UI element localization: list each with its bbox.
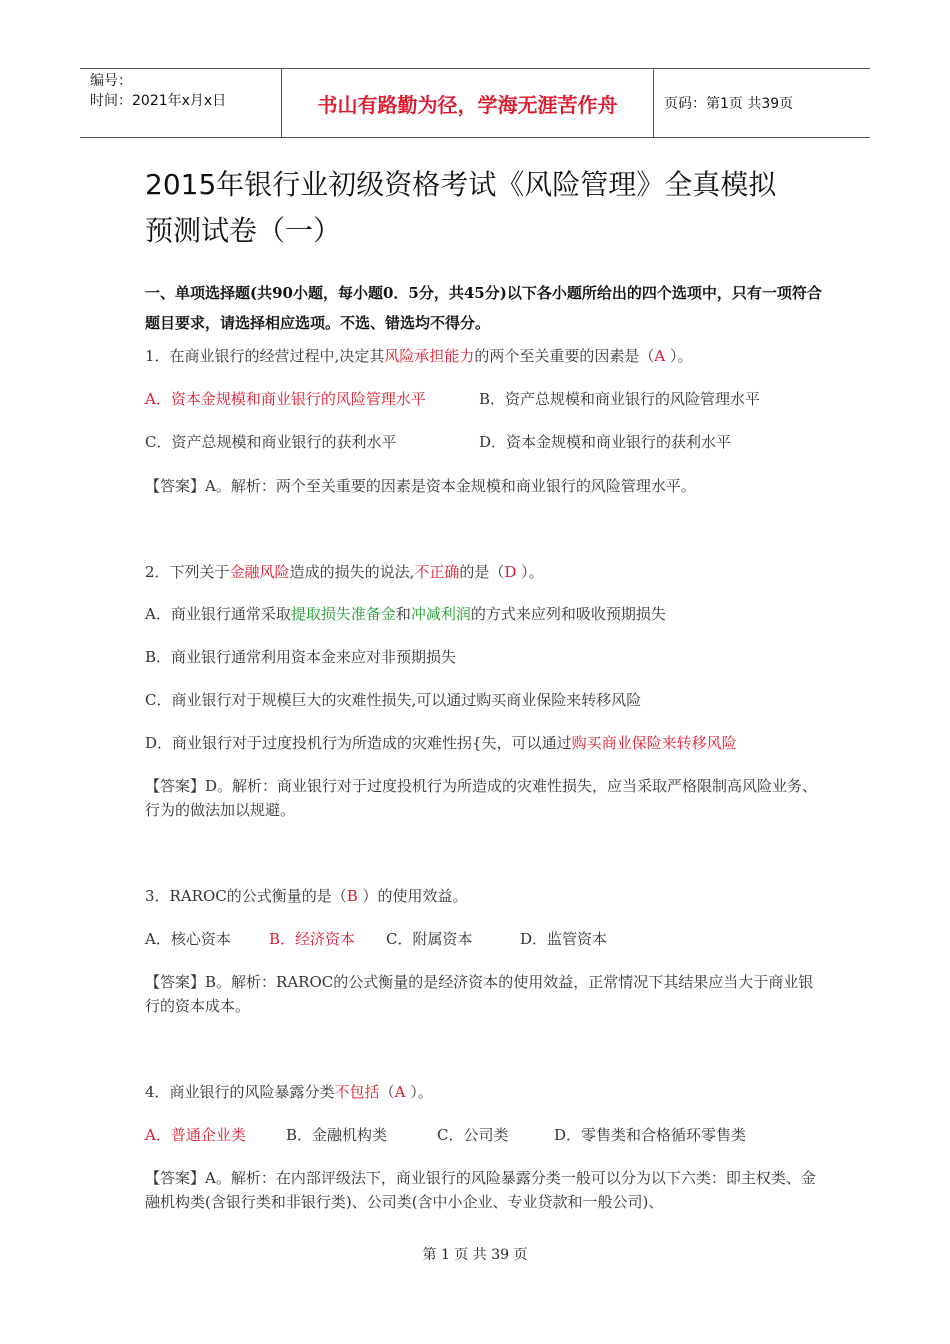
q1-text: 1．在商业银行的经营过程中,决定其 [145, 347, 385, 365]
q1-text-mid: 的两个至关重要的因素是（ [474, 347, 655, 365]
document-title [145, 162, 825, 254]
q3-option-d: D．监管资本 [520, 930, 608, 948]
q1-highlight: 风险承担能力 [384, 347, 475, 365]
q4-highlight: 不包括 [334, 1083, 380, 1101]
q3-options [145, 927, 825, 951]
question-2 [145, 560, 825, 584]
q1-option-c: C．资产总规模和商业银行的获利水平 [145, 433, 397, 451]
question-1 [145, 344, 825, 368]
title-line-2: 预测试卷（一） [145, 214, 342, 247]
section-heading: 一、单项选择题(共90小题，每小题0．5分，共45分)以下各小题所给出的四个选项中，只有一项符合题目要求，请选择相应选项。不选、错选均不得分。 [145, 284, 822, 332]
q1-option-a: A．资本金规模和商业银行的风险管理水平 [145, 390, 426, 408]
q2-highlight-2: 不正确 [414, 563, 460, 581]
q1-options-row-2 [145, 430, 825, 454]
q3-answer-letter: B [346, 887, 358, 905]
title-line-1: 2015年银行业初级资格考试《风险管理》全真模拟 [145, 168, 777, 201]
q2-option-a-highlight-1: 提取损失准备金 [290, 605, 396, 623]
q2-answer: 【答案】D。解析：商业银行对于过度投机行为所造成的灾难性损失，应当采取严格限制高风险业务、行为的做法加以规避。 [145, 777, 818, 819]
q3-text: 3．RAROC的公式衡量的是（ [145, 887, 347, 905]
header-meta [80, 69, 282, 137]
q3-option-b: B．经济资本 [269, 930, 356, 948]
q4-option-b: B．金融机构类 [286, 1126, 388, 1144]
q2-option-a-text-end: 的方式来应列和吸收预期损失 [470, 605, 666, 623]
q4-text-end: ）。 [405, 1083, 433, 1101]
q2-option-b: B．商业银行通常利用资本金来应对非预期损失 [145, 648, 457, 666]
q2-option-c: C．商业银行对于规模巨大的灾难性损失,可以通过购买商业保险来转移风险 [145, 691, 642, 709]
q2-option-a-text-mid: 和 [395, 605, 411, 623]
q4-option-c: C．公司类 [437, 1126, 509, 1144]
q2-highlight-1: 金融风险 [229, 563, 290, 581]
q3-text-end: ）的使用效益。 [357, 887, 468, 905]
q3-option-a: A．核心资本 [145, 930, 231, 948]
q2-option-d-highlight: 购买商业保险来转移风险 [571, 734, 737, 752]
q1-answer-letter: A [654, 347, 666, 365]
q4-option-d: D．零售类和合格循环零售类 [554, 1126, 747, 1144]
question-3 [145, 884, 825, 908]
q2-option-a-text: A．商业银行通常采取 [145, 605, 291, 623]
q1-options-row-1 [145, 387, 825, 411]
question-4 [145, 1080, 825, 1104]
q2-text: 2．下列关于 [145, 563, 230, 581]
q2-text-mid-2: 的是（ [459, 563, 505, 581]
q2-text-end: ）。 [516, 563, 544, 581]
q2-option-d [145, 731, 825, 755]
q4-answer-letter: A [394, 1083, 406, 1101]
q3-option-c: C．附属资本 [386, 930, 473, 948]
q2-option-a-highlight-2: 冲减利润 [410, 605, 471, 623]
q4-answer: 【答案】A。解析：在内部评级法下，商业银行的风险暴露分类一般可以分为以下六类：即主权类、金融机构类(含银行类和非银行类)、公司类(含中小企业、专业贷款和一般公司)、 [145, 1169, 816, 1211]
q1-answer: 【答案】A。解析：两个至关重要的因素是资本金规模和商业银行的风险管理水平。 [145, 477, 696, 495]
q4-text-mid: （ [379, 1083, 395, 1101]
q4-text: 4．商业银行的风险暴露分类 [145, 1083, 335, 1101]
page-header [80, 68, 870, 138]
q1-option-d: D．资本金规模和商业银行的获利水平 [479, 433, 732, 451]
q1-option-b: B．资产总规模和商业银行的风险管理水平 [479, 390, 761, 408]
time-label: 时间：2021年x月x日 [90, 93, 227, 109]
q2-text-mid: 造成的损失的说法, [289, 563, 415, 581]
q3-answer: 【答案】B。解析：RAROC的公式衡量的是经济资本的使用效益，正常情况下其结果应当大于商业银行的资本成本。 [145, 973, 814, 1015]
header-page-label: 页码：第1页 共39页 [664, 96, 794, 112]
q1-text-end: ）。 [665, 347, 693, 365]
q2-option-a [145, 602, 825, 626]
header-motto: 书山有路勤为径，学海无涯苦作舟 [282, 69, 654, 137]
page-footer: 第 1 页 共 39 页 [422, 1247, 528, 1263]
q2-option-d-text: D．商业银行对于过度投机行为所造成的灾难性拐{失，可以通过 [145, 734, 572, 752]
q4-option-a: A．普通企业类 [145, 1126, 246, 1144]
q2-answer-letter: D [504, 563, 517, 581]
number-label: 编号： [90, 73, 132, 89]
q4-options [145, 1123, 825, 1147]
